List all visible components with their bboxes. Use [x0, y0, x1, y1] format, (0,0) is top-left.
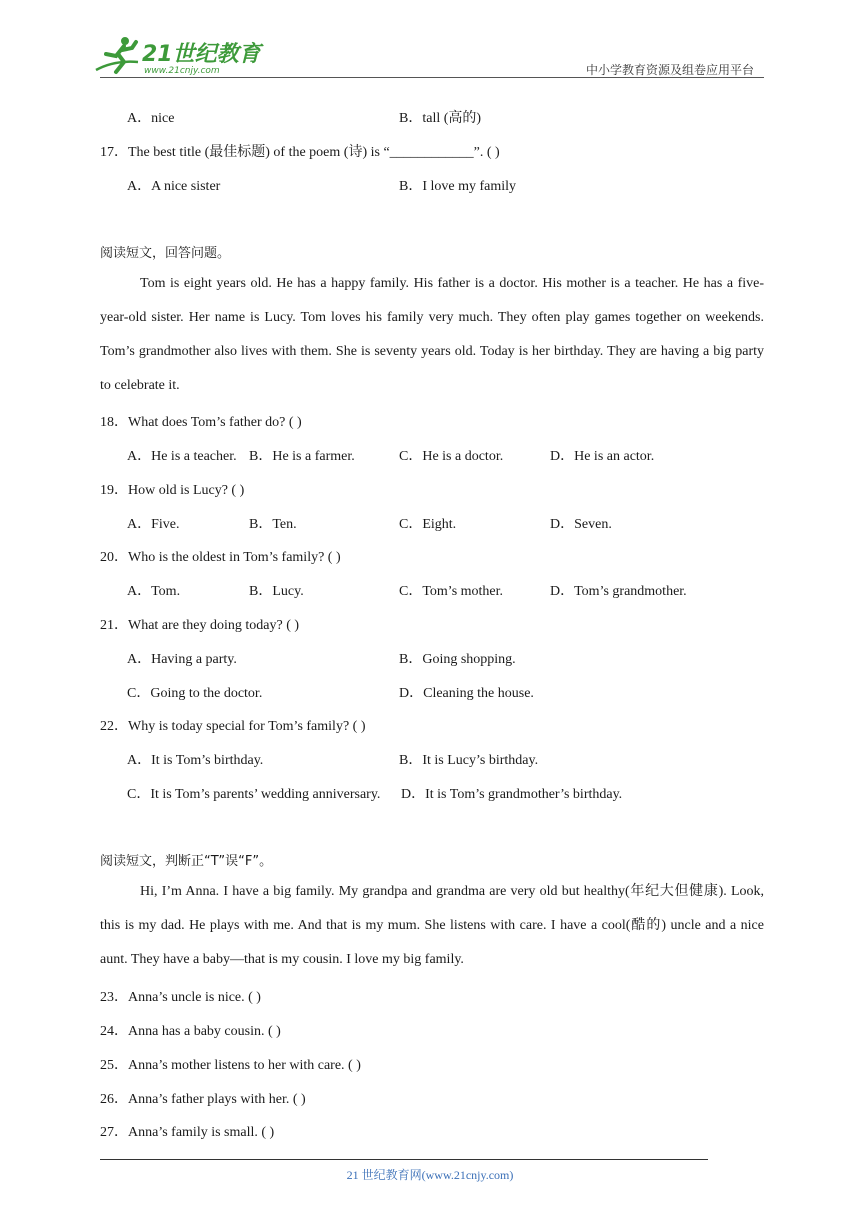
section2-passage-text: Hi, I’m Anna. I have a big family. My grandpa and grandma are very old but healthy(年纪大但健康). Look, this is my dad. He plays with me. And that is my mum. She listens with care. I have a cool(酷的) uncle and a nice aunt. They have a baby—that is my cousin. I love my big family. [100, 884, 764, 967]
q17-stem: 17．The best title (最佳标题) of the poem (诗) is “____________”. ( ) [100, 145, 500, 160]
q22-option-d: D．It is Tom’s grandmother’s birthday. [401, 787, 623, 802]
q22-option-a: A．It is Tom’s birthday. [127, 753, 264, 768]
q19-option-c: C．Eight. [399, 517, 457, 532]
q20-option-c: C．Tom’s mother. [399, 584, 504, 599]
q16-option-b: B．tall (高的) [399, 111, 482, 126]
site-logo [94, 34, 264, 76]
footer-link[interactable]: 21 世纪教育网(www.21cnjy.com) [346, 1168, 514, 1182]
section2-instruction: 阅读短文，判断正“T”误“F”。 [100, 854, 273, 869]
q16-option-a: A．nice [127, 111, 175, 126]
q20-option-a: A．Tom. [127, 584, 181, 599]
q19-stem: 19．How old is Lucy? ( ) [100, 483, 245, 498]
header-platform-name: 中小学教育资源及组卷应用平台 [585, 63, 754, 77]
tf-item-25: 25．Anna’s mother listens to her with care. ( ) [100, 1058, 361, 1073]
header-divider [100, 77, 764, 78]
q21-option-d: D．Cleaning the house. [399, 686, 534, 701]
q21-option-c: C．Going to the doctor. [127, 686, 263, 701]
tf-item-26: 26．Anna’s father plays with her. ( ) [100, 1092, 306, 1107]
q21-option-a: A．Having a party. [127, 652, 237, 667]
q22-option-b: B．It is Lucy’s birthday. [399, 753, 539, 768]
tf-item-27: 27．Anna’s family is small. ( ) [100, 1125, 275, 1140]
runner-icon [96, 37, 138, 72]
logo-main-text: 21世纪教育 [142, 42, 261, 67]
q22-stem: 22．Why is today special for Tom’s family? ( ) [100, 719, 366, 734]
q18-option-b: B．He is a farmer. [249, 449, 355, 464]
q17-option-a: A．A nice sister [127, 179, 221, 194]
q21-option-b: B．Going shopping. [399, 652, 516, 667]
q18-stem: 18．What does Tom’s father do? ( ) [100, 415, 302, 430]
q20-option-b: B．Lucy. [249, 584, 304, 599]
tf-item-24: 24．Anna has a baby cousin. ( ) [100, 1024, 281, 1039]
q17-option-b: B．I love my family [399, 179, 517, 194]
q19-option-d: D．Seven. [550, 517, 612, 532]
q20-stem: 20．Who is the oldest in Tom’s family? ( ) [100, 550, 341, 565]
section1-instruction: 阅读短文，回答问题。 [100, 246, 231, 261]
q18-option-c: C．He is a doctor. [399, 449, 504, 464]
q20-option-d: D．Tom’s grandmother. [550, 584, 687, 599]
footer-divider [100, 1159, 708, 1160]
logo-sub-text: www.21cnjy.com [144, 66, 220, 76]
q19-option-b: B．Ten. [249, 517, 297, 532]
section2-passage [100, 875, 764, 977]
q18-option-a: A．He is a teacher. [127, 449, 237, 464]
q19-option-a: A．Five. [127, 517, 180, 532]
tf-item-23: 23．Anna’s uncle is nice. ( ) [100, 990, 261, 1005]
section1-passage [100, 267, 764, 403]
q18-option-d: D．He is an actor. [550, 449, 655, 464]
q22-option-c: C．It is Tom’s parents’ wedding anniversary. [127, 787, 381, 802]
section1-passage-text: Tom is eight years old. He has a happy family. His father is a doctor. His mother is a teacher. He has a five-year-old sister. Her name is Lucy. Tom loves his family very much. They often play games together on weekends. Tom’s grandmother also lives with them. She is seventy years old. Today is her birthday. They are having a big party to celebrate it. [100, 276, 764, 393]
q21-stem: 21．What are they doing today? ( ) [100, 618, 300, 633]
